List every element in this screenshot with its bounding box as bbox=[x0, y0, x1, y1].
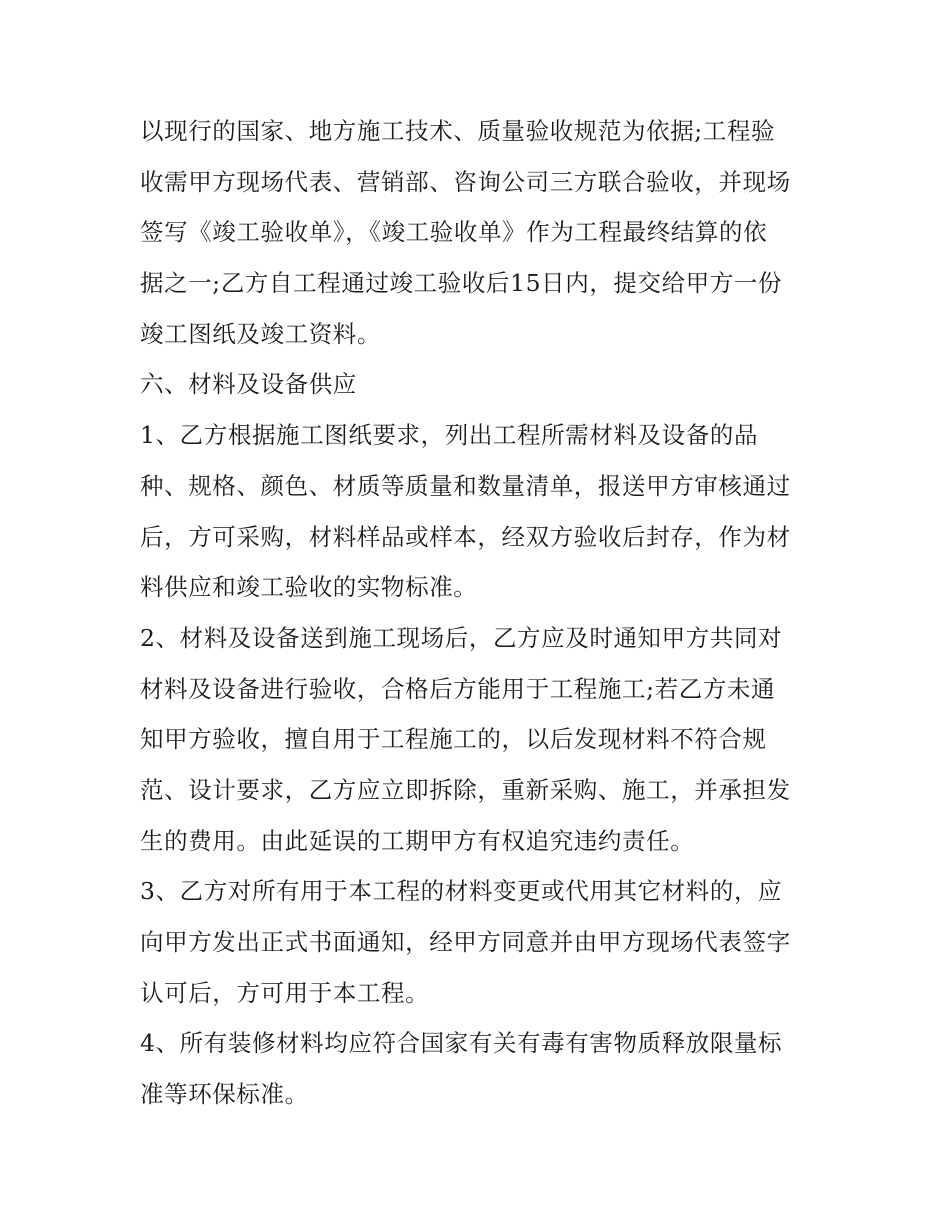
text-line: 收需甲方现场代表、营销部、咨询公司三方联合验收，并现场 bbox=[140, 167, 791, 196]
text-line: 竣工图纸及竣工资料。 bbox=[140, 319, 381, 348]
text-line: 知甲方验收，擅自用于工程施工的，以后发现材料不符合规 bbox=[140, 725, 767, 754]
text-line: 签写《竣工验收单》，《竣工验收单》作为工程最终结算的依 bbox=[140, 218, 768, 247]
text-line: 准等环保标准。 bbox=[140, 1080, 309, 1109]
text-line: 4、所有装修材料均应符合国家有关有毒有害物质释放限量标 bbox=[140, 1029, 783, 1058]
document-body bbox=[140, 106, 820, 1120]
text-line: 以现行的国家、地方施工技术、质量验收规范为依据;工程验 bbox=[140, 117, 776, 145]
text-line: 1、乙方根据施工图纸要求，列出工程所需材料及设备的品 bbox=[140, 421, 759, 450]
text-line: 生的费用。由此延误的工期甲方有权追究违约责任。 bbox=[140, 826, 695, 855]
text-line: 2、材料及设备送到施工现场后，乙方应及时通知甲方共同对 bbox=[140, 623, 783, 652]
text-line: 种、规格、颜色、材质等质量和数量清单，报送甲方审核通过 bbox=[140, 471, 791, 500]
text-line: 认可后，方可用于本工程。 bbox=[140, 978, 430, 1007]
section-heading: 六、材料及设备供应 bbox=[140, 370, 357, 399]
text-line: 3、乙方对所有用于本工程的材料变更或代用其它材料的，应 bbox=[140, 877, 783, 906]
text-line: 材料及设备进行验收，合格后方能用于工程施工;若乙方未通 bbox=[140, 674, 776, 703]
text-line: 向甲方发出正式书面通知，经甲方同意并由甲方现场代表签字 bbox=[140, 928, 791, 956]
text-line: 后，方可采购，材料样品或样本，经双方验收后封存，作为材 bbox=[140, 522, 791, 551]
text-line: 料供应和竣工验收的实物标准。 bbox=[140, 573, 478, 602]
text-line: 范、设计要求，乙方应立即拆除，重新采购、施工，并承担发 bbox=[140, 775, 791, 804]
text-line: 据之一;乙方自工程通过竣工验收后15日内，提交给甲方一份 bbox=[140, 269, 783, 298]
